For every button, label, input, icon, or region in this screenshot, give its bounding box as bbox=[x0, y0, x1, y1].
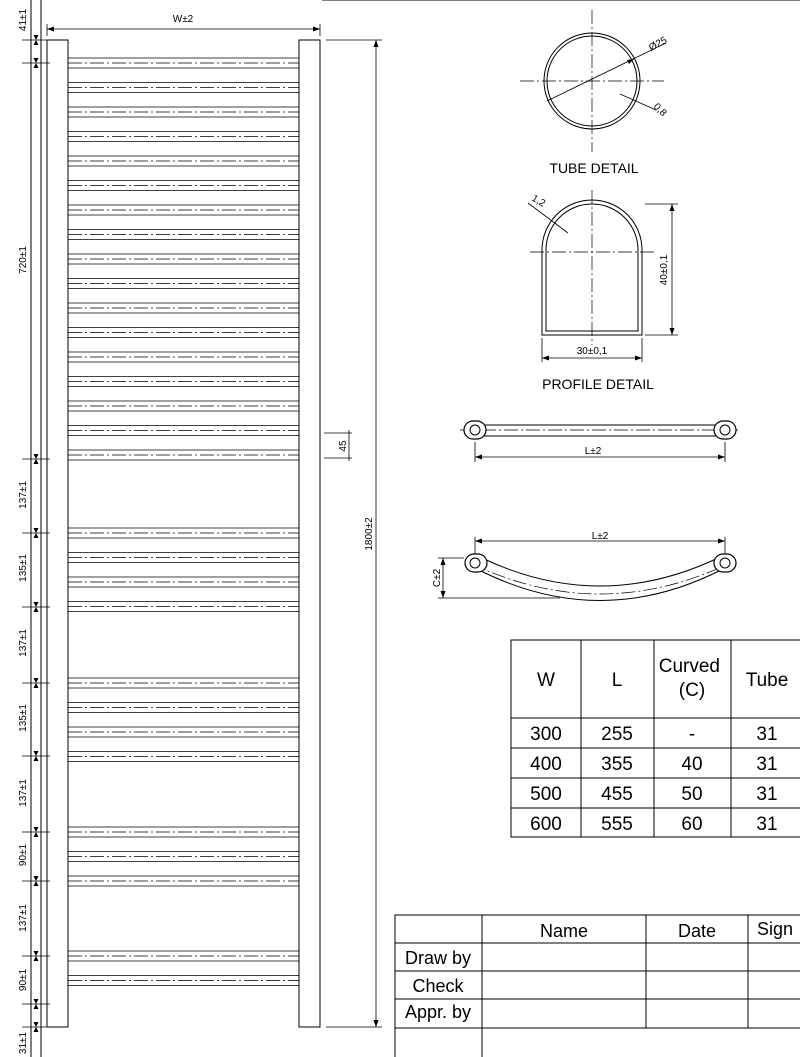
size-table-cell: 255 bbox=[601, 724, 633, 745]
profile-detail-caption: PROFILE DETAIL bbox=[542, 376, 654, 392]
title-block-row-draw-by: Draw by bbox=[404, 948, 472, 968]
tube-detail-caption: TUBE DETAIL bbox=[549, 160, 639, 176]
size-table-cell: 50 bbox=[681, 784, 703, 805]
gap3-dimension: 137±1 bbox=[18, 779, 29, 807]
main-block-dimension: 720±1 bbox=[18, 246, 29, 274]
radiator-bars bbox=[68, 58, 299, 986]
size-table bbox=[511, 640, 800, 837]
gap2-dimension: 137±1 bbox=[18, 629, 29, 657]
size-table-cell: 400 bbox=[530, 754, 562, 775]
gap1-dimension: 137±1 bbox=[18, 481, 29, 509]
title-block bbox=[395, 915, 800, 1057]
title-block-header-sign: Sign bbox=[756, 919, 794, 939]
block2-dimension: 135±1 bbox=[18, 554, 29, 582]
profile-width-label: 30±0,1 bbox=[576, 346, 608, 357]
title-block-row-check: Check bbox=[412, 976, 464, 996]
tube-wall-label: 0,8 bbox=[650, 101, 669, 119]
size-table-cell: 300 bbox=[530, 724, 562, 745]
right-rail bbox=[299, 40, 320, 1027]
size-table-cell: 31 bbox=[756, 724, 778, 745]
size-table-cell: 555 bbox=[601, 814, 633, 835]
total-height-dimension: 1800±2 bbox=[364, 517, 375, 551]
block4-dimension: 90±1 bbox=[18, 843, 29, 867]
block5-dimension: 90±1 bbox=[18, 968, 29, 992]
size-table-cell: 31 bbox=[756, 814, 778, 835]
size-table-cell: 455 bbox=[601, 784, 633, 805]
straight-bar-length: L±2 bbox=[584, 446, 602, 457]
left-rail bbox=[47, 40, 68, 1027]
size-table-cell: 600 bbox=[530, 814, 562, 835]
size-table-cell: 31 bbox=[756, 754, 778, 775]
bottom-dimension: 31±1 bbox=[18, 1031, 29, 1055]
size-table-header-tube: Tube bbox=[745, 670, 789, 691]
size-table-cell: 500 bbox=[530, 784, 562, 805]
radiator-front-view bbox=[18, 0, 800, 1057]
straight-bar bbox=[460, 421, 740, 462]
size-table-header-w: W bbox=[537, 670, 555, 691]
bar-spacing-dimension: 45 bbox=[338, 440, 349, 452]
title-block-header-date: Date bbox=[677, 921, 717, 941]
size-table-cell: 40 bbox=[681, 754, 703, 775]
curved-bar bbox=[432, 531, 736, 601]
size-table-cell: - bbox=[688, 724, 696, 745]
dimension-ticks bbox=[22, 35, 50, 1032]
top-gap-dimension: 41±1 bbox=[18, 8, 29, 32]
size-table-cell: 31 bbox=[756, 784, 778, 805]
size-table-cell: 355 bbox=[601, 754, 633, 775]
size-table-header-l: L bbox=[611, 670, 623, 691]
width-dimension: W±2 bbox=[172, 14, 194, 25]
profile-detail bbox=[528, 190, 678, 392]
size-table-header-curved: Curved (C) bbox=[658, 656, 720, 701]
curved-bar-length: L±2 bbox=[591, 531, 609, 542]
tube-detail bbox=[520, 10, 669, 176]
gap4-dimension: 137±1 bbox=[18, 904, 29, 932]
block3-dimension: 135±1 bbox=[18, 704, 29, 732]
title-block-header-name: Name bbox=[539, 921, 589, 941]
title-block-row-appr-by: Appr. by bbox=[404, 1002, 472, 1022]
curved-bar-curve: C±2 bbox=[432, 568, 443, 588]
profile-height-label: 40±0,1 bbox=[659, 254, 670, 286]
profile-radius-label: 1,2 bbox=[529, 193, 548, 210]
size-table-cell: 60 bbox=[681, 814, 703, 835]
tube-diameter-label: Ø25 bbox=[647, 35, 670, 54]
